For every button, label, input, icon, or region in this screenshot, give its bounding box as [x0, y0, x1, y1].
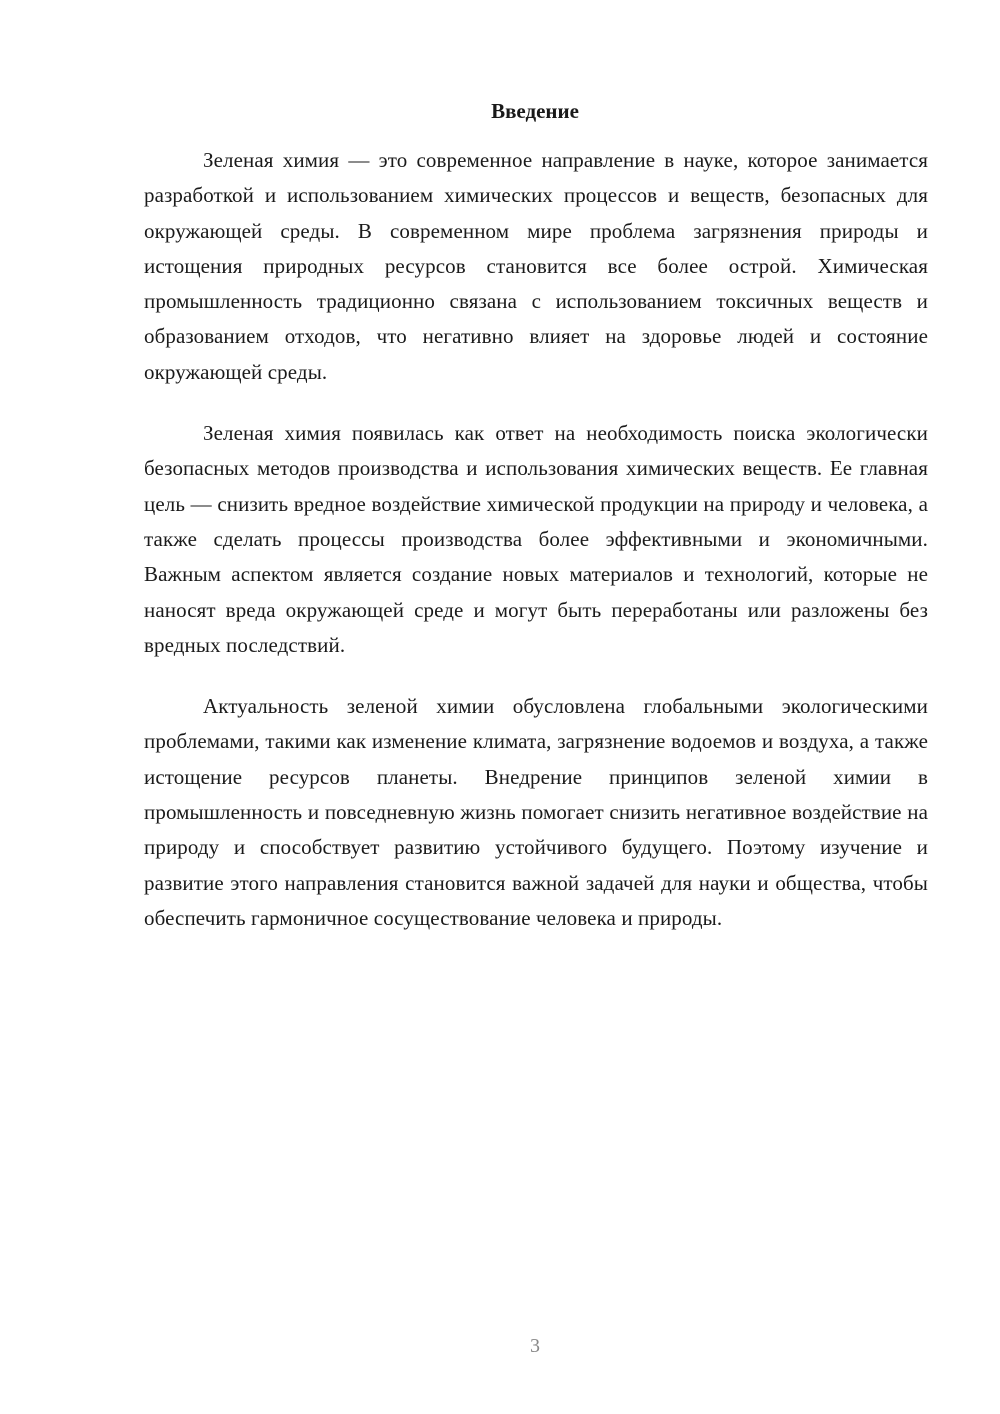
paragraph-3: Актуальность зеленой химии обусловлена глобальными экологическими проблемами, такими как изменение климата, загрязнение водоемов и воздуха, а также истощение ресурсов планеты. Внедрение принципов зеленой химии в промышленность и повседневную жизнь помогает снизить негативное воздействие на природу и способствует развитию устойчивого будущего. Поэтому изучение и развитие этого направления становится важной задачей для науки и общества, чтобы обеспечить гармоничное сосуществование человека и природы.	[144, 694, 928, 930]
page-number: 3	[530, 1335, 540, 1357]
paragraph-1: Зеленая химия — это современное направление в науке, которое занимается разработкой и использованием химических процессов и веществ, безопасных для окружающей среды. В современном мире проблема загрязнения природы и истощения природных ресурсов становится все более острой. Химическая промышленность традиционно связана с использованием токсичных веществ и образованием отходов, что негативно влияет на здоровье людей и состояние окружающей среды.	[144, 148, 928, 384]
paragraph-2: Зеленая химия появилась как ответ на необходимость поиска экологически безопасных методов производства и использования химических веществ. Ее главная цель — снизить вредное воздействие химической продукции на природу и человека, а также сделать процессы производства более эффективными и экономичными. Важным аспектом является создание новых материалов и технологий, которые не наносят вреда окружающей среде и могут быть переработаны или разложены без вредных последствий.	[144, 421, 928, 657]
section-heading: Введение	[491, 99, 579, 123]
body-text	[144, 143, 928, 962]
